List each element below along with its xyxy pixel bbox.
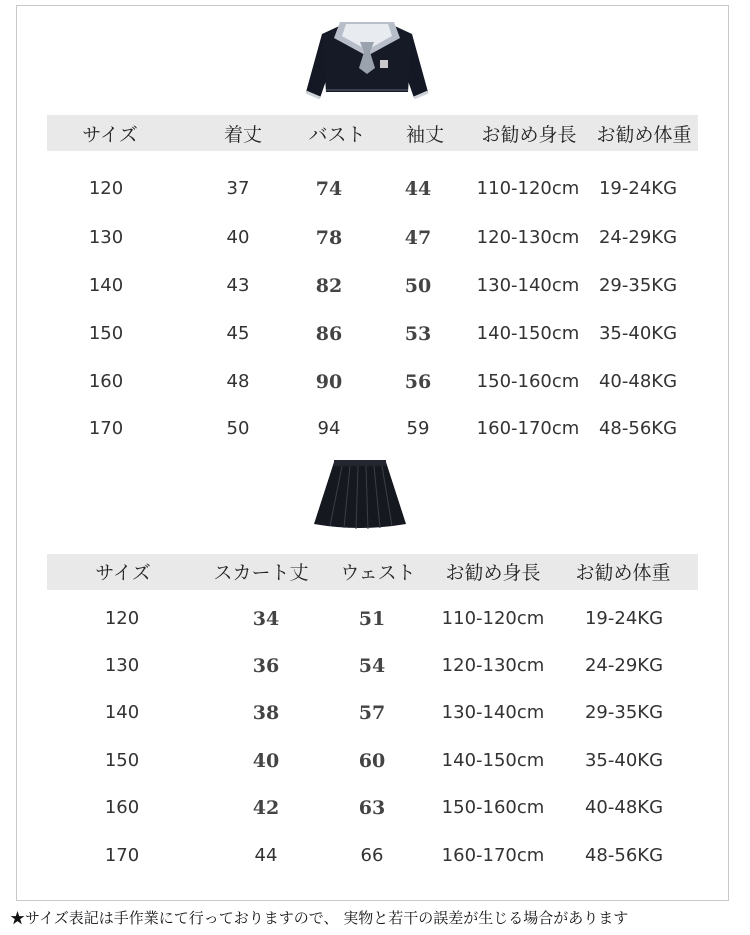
top-cell: 48 — [226, 371, 250, 392]
bottom-cell: 57 — [358, 702, 386, 724]
bottom-cell: 130 — [104, 655, 140, 676]
bottom-cell: 51 — [358, 608, 386, 630]
top-cell: 37 — [226, 178, 250, 199]
top-cell: 120-130cm — [476, 227, 580, 248]
top-cell: 170 — [88, 418, 124, 439]
bottom-cell: 42 — [252, 797, 280, 819]
top-cell: 160-170cm — [476, 418, 580, 439]
bottom-cell: 40 — [252, 750, 280, 772]
bottom-cell: 36 — [252, 655, 280, 677]
top-cell: 53 — [404, 323, 432, 345]
bottom-cell: 170 — [104, 845, 140, 866]
top-cell: 150 — [88, 323, 124, 344]
top-header-length: 着丈 — [223, 124, 263, 146]
top-cell: 40-48KG — [598, 371, 678, 392]
top-cell: 29-35KG — [598, 275, 678, 296]
bottom-cell: 140-150cm — [441, 750, 545, 771]
bottom-cell: 66 — [360, 845, 384, 866]
top-cell: 74 — [315, 178, 343, 200]
top-cell: 78 — [315, 227, 343, 249]
top-cell: 94 — [317, 418, 341, 439]
sailor-top-image — [300, 12, 434, 102]
bottom-cell: 160-170cm — [441, 845, 545, 866]
bottom-cell: 35-40KG — [584, 750, 664, 771]
top-cell: 43 — [226, 275, 250, 296]
top-cell: 140 — [88, 275, 124, 296]
top-cell: 82 — [315, 275, 343, 297]
bottom-cell: 120 — [104, 608, 140, 629]
top-cell: 50 — [226, 418, 250, 439]
bottom-header-height: お勧め身長 — [445, 562, 541, 584]
top-cell: 50 — [404, 275, 432, 297]
top-header-height: お勧め身長 — [481, 124, 577, 146]
pleated-skirt-image — [312, 458, 408, 530]
bottom-cell: 29-35KG — [584, 702, 664, 723]
bottom-header-skirt-length: スカート丈 — [213, 562, 309, 584]
top-cell: 90 — [315, 371, 343, 393]
top-cell: 35-40KG — [598, 323, 678, 344]
top-cell: 130 — [88, 227, 124, 248]
bottom-cell: 38 — [252, 702, 280, 724]
top-cell: 45 — [226, 323, 250, 344]
bottom-cell: 110-120cm — [441, 608, 545, 629]
top-cell: 56 — [404, 371, 432, 393]
bottom-cell: 120-130cm — [441, 655, 545, 676]
top-cell: 140-150cm — [476, 323, 580, 344]
top-cell: 160 — [88, 371, 124, 392]
bottom-cell: 40-48KG — [584, 797, 664, 818]
top-cell: 120 — [88, 178, 124, 199]
bottom-cell: 54 — [358, 655, 386, 677]
bottom-cell: 63 — [358, 797, 386, 819]
bottom-cell: 44 — [254, 845, 278, 866]
bottom-header-waist: ウェスト — [340, 562, 416, 584]
footnote: ★サイズ表記は手作業にて行っておりますので、 実物と若干の誤差が生じる場合があります — [10, 909, 629, 927]
bottom-cell: 140 — [104, 702, 140, 723]
bottom-cell: 60 — [358, 750, 386, 772]
bottom-cell: 48-56KG — [584, 845, 664, 866]
bottom-cell: 19-24KG — [584, 608, 664, 629]
top-header-weight: お勧め体重 — [596, 124, 692, 146]
bottom-cell: 160 — [104, 797, 140, 818]
top-cell: 130-140cm — [476, 275, 580, 296]
top-cell: 59 — [406, 418, 430, 439]
bottom-header-size: サイズ — [95, 562, 151, 584]
top-cell: 47 — [404, 227, 432, 249]
top-cell: 44 — [404, 178, 432, 200]
top-header-size: サイズ — [82, 124, 138, 146]
bottom-cell: 150-160cm — [441, 797, 545, 818]
top-cell: 150-160cm — [476, 371, 580, 392]
bottom-cell: 34 — [252, 608, 280, 630]
top-cell: 24-29KG — [598, 227, 678, 248]
bottom-cell: 130-140cm — [441, 702, 545, 723]
bottom-header-weight: お勧め体重 — [575, 562, 671, 584]
top-header-bust: バスト — [308, 124, 366, 146]
top-header-sleeve: 袖丈 — [405, 124, 445, 146]
top-cell: 86 — [315, 323, 343, 345]
top-cell: 110-120cm — [476, 178, 580, 199]
top-cell: 40 — [226, 227, 250, 248]
top-cell: 48-56KG — [598, 418, 678, 439]
bottom-cell: 150 — [104, 750, 140, 771]
bottom-cell: 24-29KG — [584, 655, 664, 676]
top-cell: 19-24KG — [598, 178, 678, 199]
